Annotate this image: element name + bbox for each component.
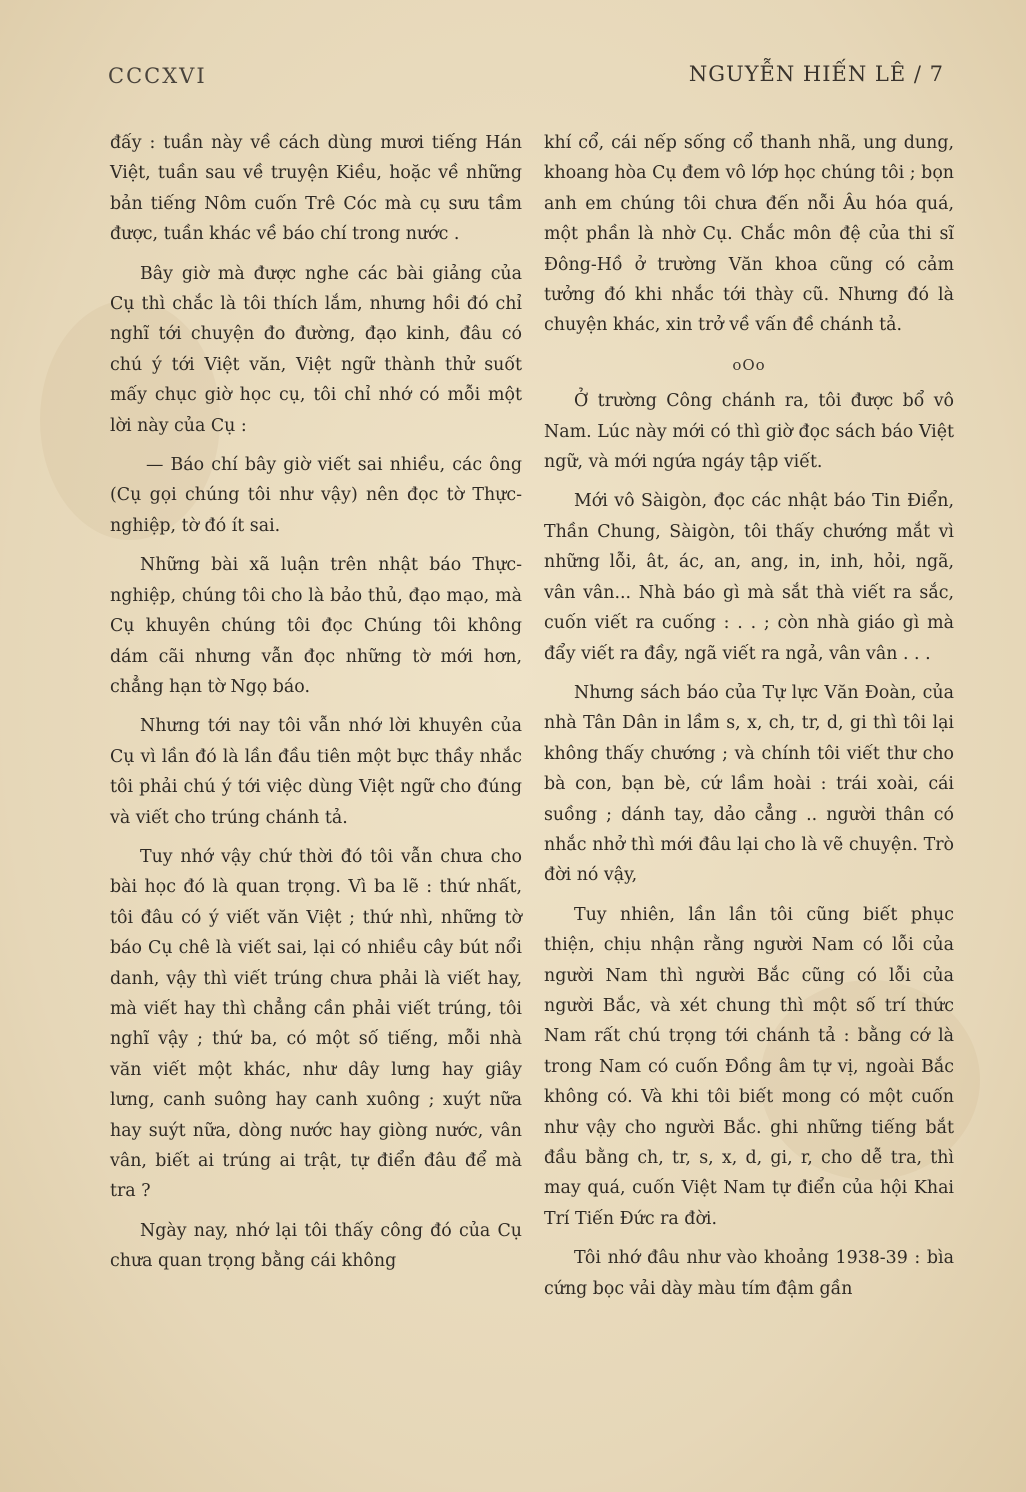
paragraph: Nhưng tới nay tôi vẫn nhớ lời khuyên của Cụ vì lần đó là lần đầu tiên một bực thầy nhắc tôi phải chú ý tới việc dùng Việt ngữ cho đúng và viết cho trúng chánh tả. xyxy=(110,716,522,828)
paragraph: Tôi nhớ đâu như vào khoảng 1938-39 : bìa cứng bọc vải dày màu tím đậm gần xyxy=(544,1248,954,1299)
paragraph: khí cổ, cái nếp sống cổ thanh nhã, ung dung, khoang hòa Cụ đem vô lớp học chúng tôi ; bọn anh em chúng tôi chưa đến nỗi Âu hóa quá, một phần là nhờ Cụ. Chắc môn đệ của thi sĩ Đông-Hồ ở trường Văn khoa cũng có cảm tưởng đó khi nhắc tới thày cũ. Nhưng đó là chuyện khác, xin trở về vấn đề chánh tả. xyxy=(544,133,954,336)
paragraph: Tuy nhớ vậy chứ thời đó tôi vẫn chưa cho bài học đó là quan trọng. Vì ba lẽ : thứ nhất, tôi đâu có ý viết văn Việt ; thứ nhì, những tờ báo Cụ chê là viết sai, lại có nhiều cây bút nổi danh, vậy thì viết trúng chưa phải là viết hay, mà viết hay thì chẳng cần phải viết trúng, tôi nghĩ vậy ; thứ ba, có một số tiếng, mỗi nhà văn viết một khác, như dây lưng hay giây lưng, canh suông hay canh xuông ; xuýt nữa hay suýt nữa, dòng nước hay giòng nước, vân vân, biết ai trúng ai trật, tự điển đâu để mà tra ? xyxy=(110,846,522,1202)
paragraph: Ở trường Công chánh ra, tôi được bổ vô Nam. Lúc này mới có thì giờ đọc sách báo Việt ngữ, và mới ngứa ngáy tập viết. xyxy=(544,391,954,473)
paragraph: Nhưng sách báo của Tự lực Văn Đoàn, của nhà Tân Dân in lầm s, x, ch, tr, d, gi thì tôi lại không thấy chướng ; và chính tôi viết thư cho bà con, bạn bè, cứ lầm hoài : trái xoài, cái suồng ; dánh tay, dảo cẳng .. người thân có nhắc nhở thì mới đâu lại cho là vẽ chuyện. Trò đời nó vậy, xyxy=(544,682,954,886)
paragraph: đấy : tuần này về cách dùng mươi tiếng Hán Việt, tuần sau về truyện Kiều, hoặc về những bản tiếng Nôm cuốn Trê Cóc mà cụ sưu tầm được, tuần khác về báo chí trong nước . xyxy=(110,133,522,245)
author-and-page: NGUYỄN HIẾN LÊ / 7 xyxy=(688,62,944,86)
paragraph: Bây giờ mà được nghe các bài giảng của Cụ thì chắc là tôi thích lắm, nhưng hồi đó chỉ nghĩ tới chuyện đo đường, đạo kinh, đâu có chú ý tới Việt văn, Việt ngữ thành thử suốt mấy chục giờ học cụ, tôi chỉ nhớ có mỗi một lời này của Cụ : xyxy=(110,263,522,436)
right-text-column xyxy=(544,128,954,1313)
paragraph: Mới vô Sàigòn, đọc các nhật báo Tin Điển, Thần Chung, Sàigòn, tôi thấy chướng mắt vì những lỗi, ât, ác, an, ang, in, inh, hỏi, ngã, vân vân... Nhà báo gì mà sắt thà viết ra sắc, cuốn viết ra cuống : . . ; còn nhà giáo gì mà đẩy viết ra đầy, ngã viết ra ngả, vân vân . . . xyxy=(544,491,954,664)
running-head xyxy=(0,58,1026,98)
paragraph: Những bài xã luận trên nhật báo Thực-nghiệp, chúng tôi cho là bảo thủ, đạo mạo, mà Cụ khuyên chúng tôi đọc Chúng tôi không dám cãi nhưng vẫn đọc những tờ mới hơn, chẳng hạn tờ Ngọ báo. xyxy=(110,555,522,697)
page-number-roman: CCCXVI xyxy=(108,64,207,88)
section-separator: oOo xyxy=(732,355,766,374)
paragraph: Tuy nhiên, lần lần tôi cũng biết phục thiện, chịu nhận rằng người Nam có lỗi của người Nam thì người Bắc cũng có lỗi của người Bắc, và xét chung thì một số trí thức Nam rất chú trọng tới chánh tả : bằng cớ là trong Nam có cuốn Đồng âm tự vị, ngoài Bắc không có. Và khi tôi biết mong có một cuốn như vậy cho người Bắc. ghi những tiếng bắt đầu bằng ch, tr, s, x, d, gi, r, cho dễ tra, thì may quá, cuốn Việt Nam tự điển của hội Khai Trí Tiến Đức ra đời. xyxy=(544,904,954,1229)
paragraph: Ngày nay, nhớ lại tôi thấy công đó của Cụ chưa quan trọng bằng cái không xyxy=(110,1220,522,1272)
paragraph: — Báo chí bây giờ viết sai nhiều, các ông (Cụ gọi chúng tôi như vậy) nên đọc tờ Thực-nghiệp, tờ đó ít sai. xyxy=(110,455,522,536)
left-text-column xyxy=(110,128,522,1286)
